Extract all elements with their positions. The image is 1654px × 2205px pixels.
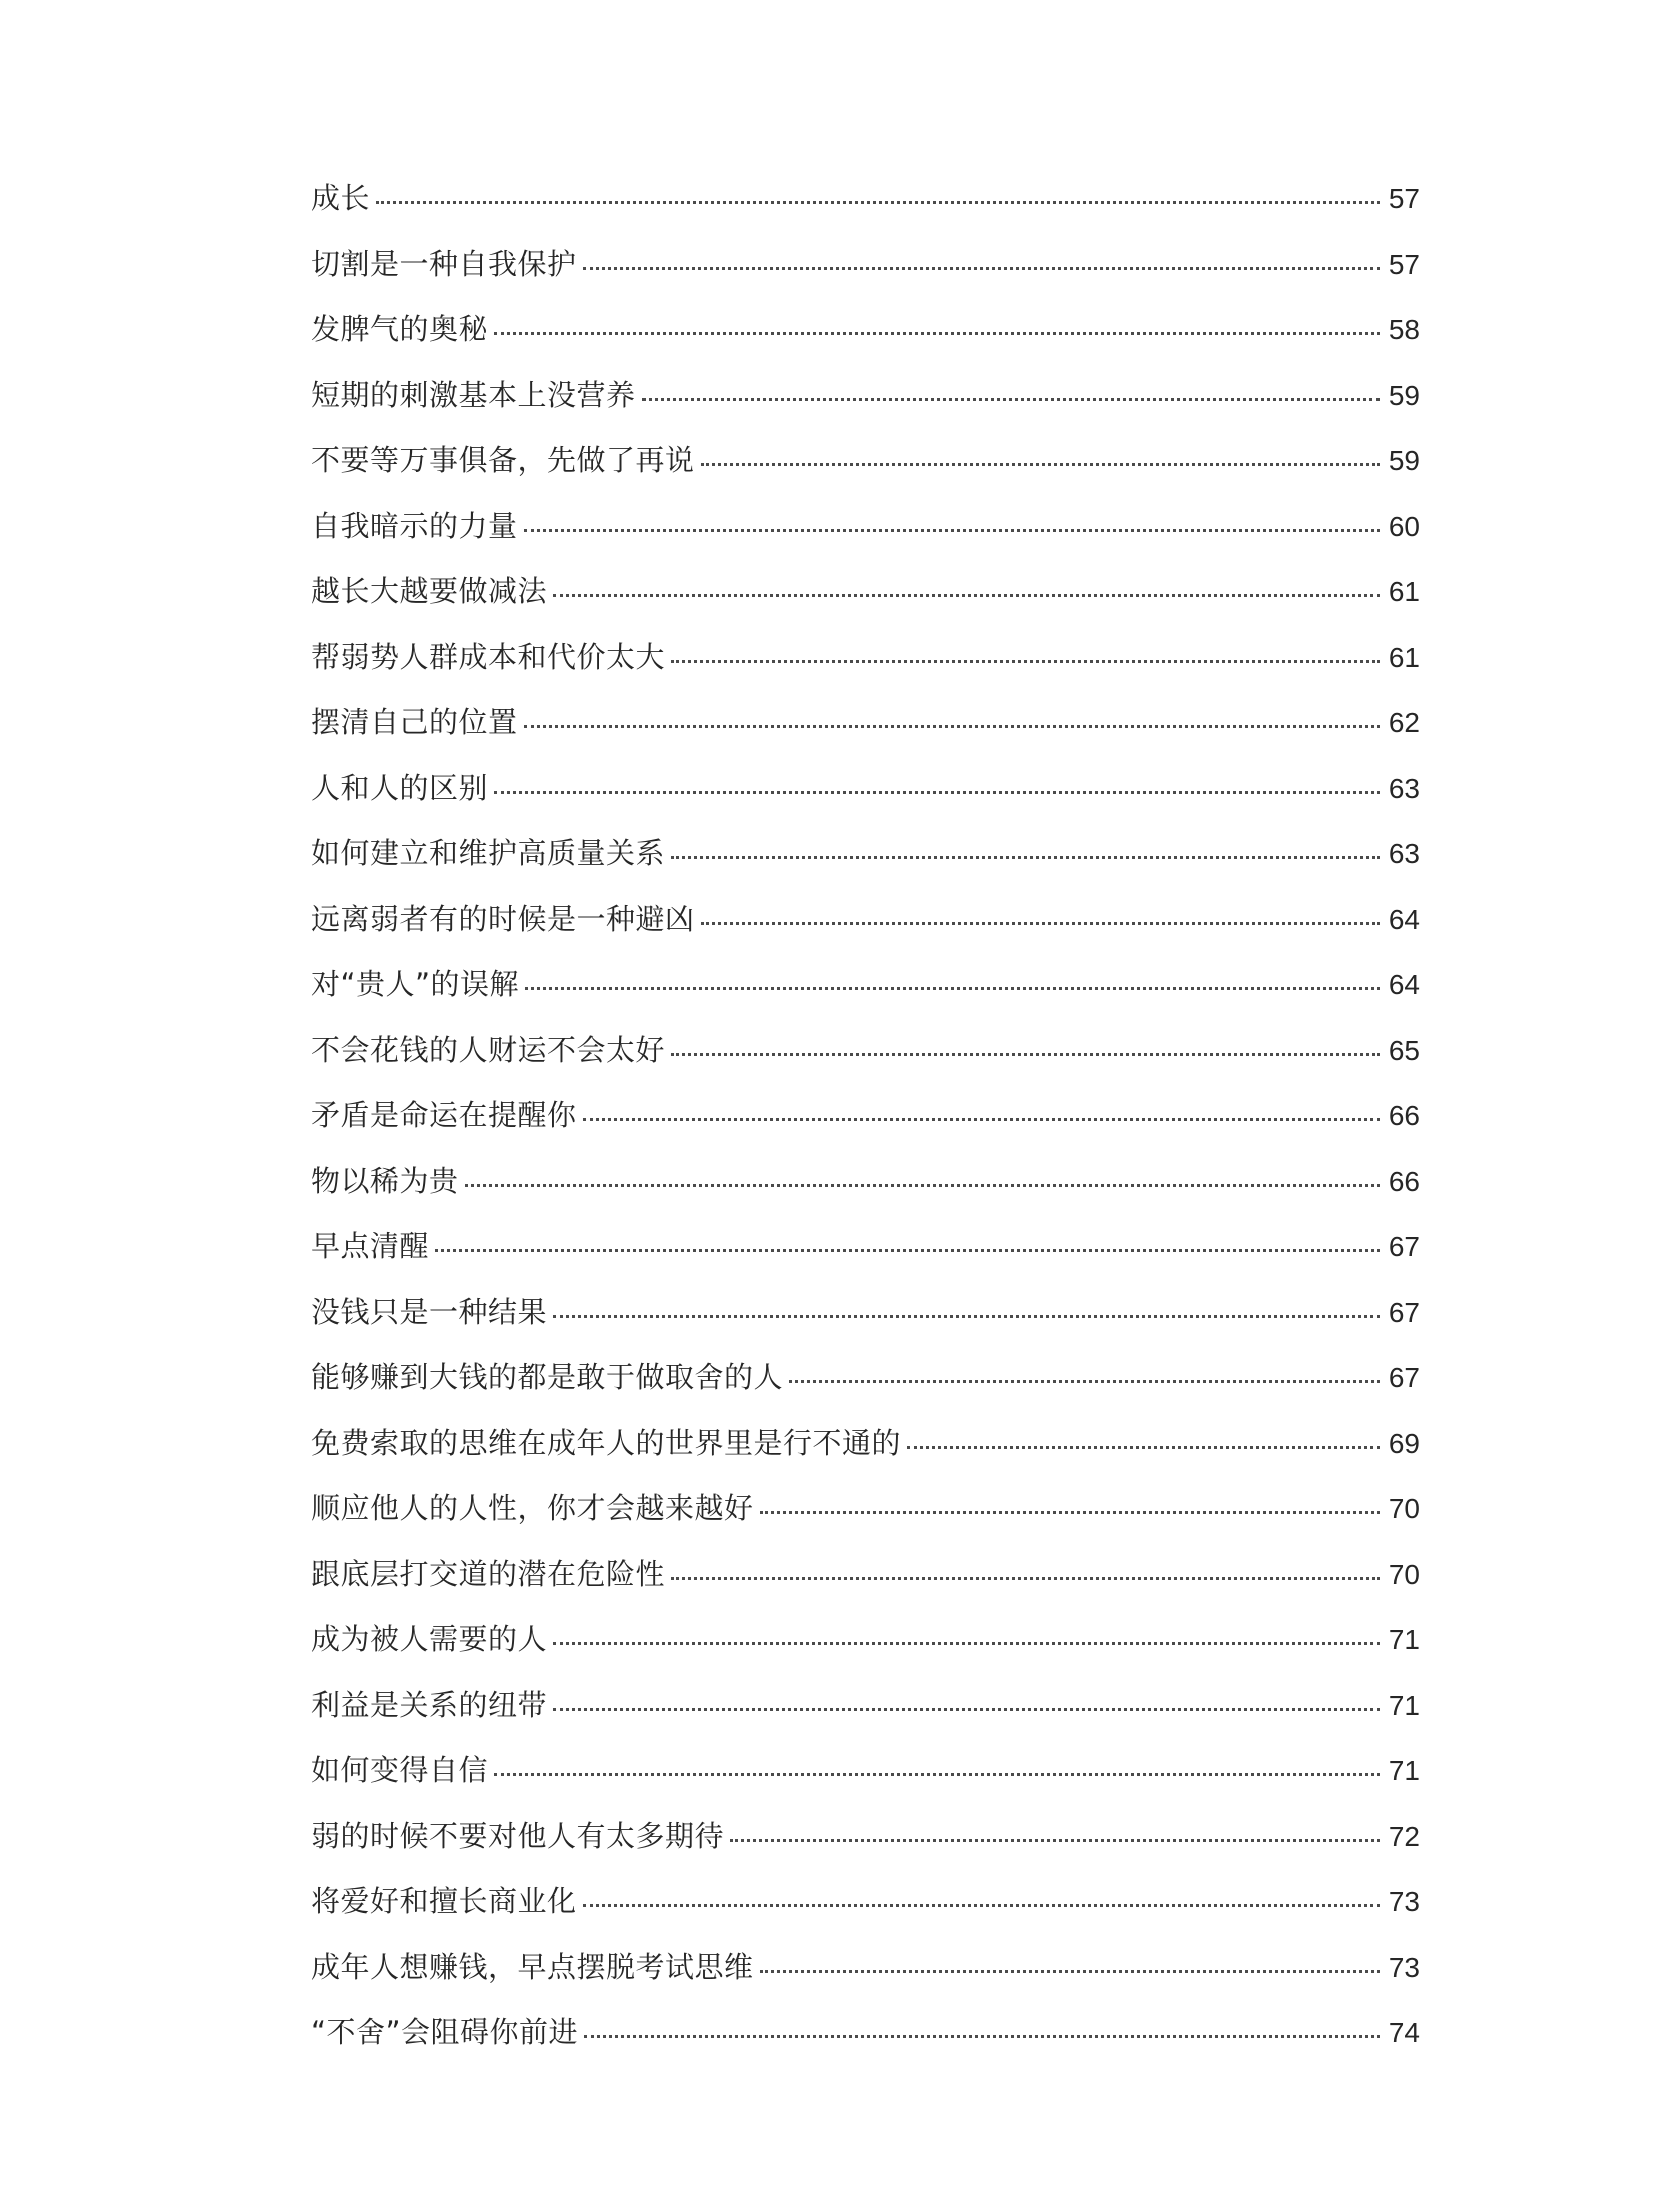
toc-entry[interactable] [311, 2010, 1420, 2076]
dot-leader [494, 332, 1380, 335]
toc-entry-title: 对“贵人”的误解 [311, 967, 520, 1001]
toc-entry[interactable] [311, 1093, 1420, 1159]
toc-entry-title: 利益是关系的纽带 [311, 1687, 548, 1722]
toc-entry-title: 成为被人需要的人 [311, 1622, 548, 1656]
dot-leader [642, 398, 1380, 401]
dot-leader [553, 1708, 1380, 1711]
toc-entry[interactable] [311, 1028, 1420, 1094]
toc-entry-page-number: 66 [1388, 1165, 1420, 1197]
toc-entry-page-number: 65 [1388, 1034, 1420, 1066]
dot-leader [671, 1577, 1380, 1580]
toc-entry[interactable] [311, 1224, 1420, 1290]
dot-leader [671, 1053, 1380, 1056]
dot-leader [525, 987, 1380, 990]
toc-entry-title: 越长大越要做减法 [311, 574, 548, 608]
toc-entry-page-number: 74 [1388, 2017, 1420, 2048]
toc-entry[interactable] [311, 1814, 1420, 1880]
toc-entry-page-number: 61 [1388, 641, 1420, 673]
toc-entry[interactable] [311, 1683, 1420, 1749]
toc-entry-page-number: 73 [1388, 1886, 1420, 1917]
toc-entry[interactable] [311, 1617, 1420, 1683]
toc-entry-page-number: 72 [1388, 1820, 1420, 1852]
toc-entry[interactable] [311, 1290, 1420, 1356]
dot-leader [671, 856, 1380, 859]
toc-entry-page-number: 58 [1388, 314, 1420, 345]
toc-entry[interactable] [311, 242, 1420, 308]
toc-entry-title: 弱的时候不要对他人有太多期待 [311, 1818, 725, 1853]
toc-entry-title: 成长 [311, 181, 371, 215]
toc-entry-page-number: 70 [1388, 1493, 1420, 1524]
toc-entry-page-number: 71 [1388, 1624, 1420, 1655]
toc-entry[interactable] [311, 831, 1420, 897]
dot-leader [465, 1184, 1380, 1187]
toc-entry-title: 如何变得自信 [311, 1753, 489, 1787]
dot-leader [671, 660, 1380, 663]
toc-entry-page-number: 71 [1388, 1689, 1420, 1721]
dot-leader [760, 1970, 1380, 1973]
dot-leader [789, 1380, 1380, 1383]
toc-entry-title: 成年人想赚钱，早点摆脱考试思维 [311, 1949, 754, 1984]
toc-entry-page-number: 69 [1388, 1427, 1420, 1459]
dot-leader [907, 1446, 1380, 1449]
toc-entry[interactable] [311, 1486, 1420, 1552]
toc-entry-title: 短期的刺激基本上没营养 [311, 377, 636, 412]
toc-entry[interactable] [311, 307, 1420, 373]
toc-entry-title: 能够赚到大钱的都是敢于做取舍的人 [311, 1360, 784, 1394]
dot-leader [376, 201, 1380, 204]
dot-leader [435, 1249, 1380, 1252]
toc-entry-page-number: 59 [1388, 379, 1420, 411]
toc-entry-page-number: 64 [1388, 969, 1420, 1000]
toc-entry[interactable] [311, 1945, 1420, 2011]
dot-leader [760, 1511, 1380, 1514]
toc-entry-title: 不要等万事俱备，先做了再说 [311, 443, 695, 477]
dot-leader [553, 594, 1380, 597]
table-of-contents [311, 176, 1420, 2076]
toc-entry-page-number: 67 [1388, 1231, 1420, 1262]
toc-entry-title: 摆清自己的位置 [311, 705, 518, 739]
toc-entry-page-number: 61 [1388, 576, 1420, 607]
toc-entry-page-number: 63 [1388, 772, 1420, 804]
toc-entry-title: 帮弱势人群成本和代价太大 [311, 639, 666, 674]
toc-entry[interactable] [311, 1879, 1420, 1945]
toc-entry-title: 跟底层打交道的潜在危险性 [311, 1556, 666, 1591]
toc-entry-title: 切割是一种自我保护 [311, 246, 577, 281]
toc-entry-page-number: 60 [1388, 510, 1420, 542]
toc-entry[interactable] [311, 373, 1420, 439]
toc-entry[interactable] [311, 569, 1420, 635]
toc-entry-page-number: 57 [1388, 183, 1420, 214]
toc-entry-title: 不会花钱的人财运不会太好 [311, 1032, 666, 1067]
toc-entry[interactable] [311, 1355, 1420, 1421]
toc-entry[interactable] [311, 1552, 1420, 1618]
toc-entry-title: 免费索取的思维在成年人的世界里是行不通的 [311, 1425, 902, 1460]
toc-entry-page-number: 73 [1388, 1951, 1420, 1983]
toc-entry[interactable] [311, 438, 1420, 504]
dot-leader [553, 1642, 1380, 1645]
toc-entry-page-number: 63 [1388, 838, 1420, 869]
toc-entry-title: 发脾气的奥秘 [311, 312, 489, 346]
toc-entry-title: 将爱好和擅长商业化 [311, 1884, 577, 1918]
dot-leader [524, 529, 1380, 532]
dot-leader [584, 2035, 1380, 2038]
dot-leader [524, 725, 1380, 728]
toc-entry[interactable] [311, 897, 1420, 963]
dot-leader [494, 791, 1380, 794]
toc-entry[interactable] [311, 700, 1420, 766]
toc-entry-page-number: 57 [1388, 248, 1420, 280]
toc-entry[interactable] [311, 504, 1420, 570]
dot-leader [583, 267, 1380, 270]
toc-entry-page-number: 66 [1388, 1100, 1420, 1131]
dot-leader [553, 1315, 1380, 1318]
toc-entry-page-number: 62 [1388, 707, 1420, 738]
toc-entry-title: 自我暗示的力量 [311, 508, 518, 543]
toc-entry-page-number: 59 [1388, 445, 1420, 476]
toc-entry[interactable] [311, 635, 1420, 701]
toc-entry-title: 如何建立和维护高质量关系 [311, 836, 666, 870]
toc-entry-page-number: 64 [1388, 903, 1420, 935]
toc-entry-title: 顺应他人的人性，你才会越来越好 [311, 1491, 754, 1525]
toc-entry-title: 早点清醒 [311, 1229, 430, 1263]
toc-entry[interactable] [311, 1421, 1420, 1487]
toc-entry[interactable] [311, 1159, 1420, 1225]
toc-entry-title: 没钱只是一种结果 [311, 1294, 548, 1329]
toc-entry-title: 物以稀为贵 [311, 1163, 459, 1198]
dot-leader [583, 1118, 1380, 1121]
toc-entry-page-number: 67 [1388, 1362, 1420, 1393]
dot-leader [730, 1839, 1380, 1842]
toc-entry[interactable] [311, 176, 1420, 242]
toc-entry[interactable] [311, 1748, 1420, 1814]
dot-leader [583, 1904, 1380, 1907]
toc-entry-page-number: 70 [1388, 1558, 1420, 1590]
dot-leader [494, 1773, 1380, 1776]
dot-leader [701, 463, 1380, 466]
toc-entry[interactable] [311, 766, 1420, 832]
toc-entry[interactable] [311, 962, 1420, 1028]
toc-entry-page-number: 67 [1388, 1296, 1420, 1328]
toc-entry-title: 人和人的区别 [311, 770, 489, 805]
toc-entry-title: 矛盾是命运在提醒你 [311, 1098, 577, 1132]
toc-entry-title: “不舍”会阻碍你前进 [311, 2015, 579, 2049]
toc-entry-title: 远离弱者有的时候是一种避凶 [311, 901, 695, 936]
toc-entry-page-number: 71 [1388, 1755, 1420, 1786]
dot-leader [701, 922, 1380, 925]
